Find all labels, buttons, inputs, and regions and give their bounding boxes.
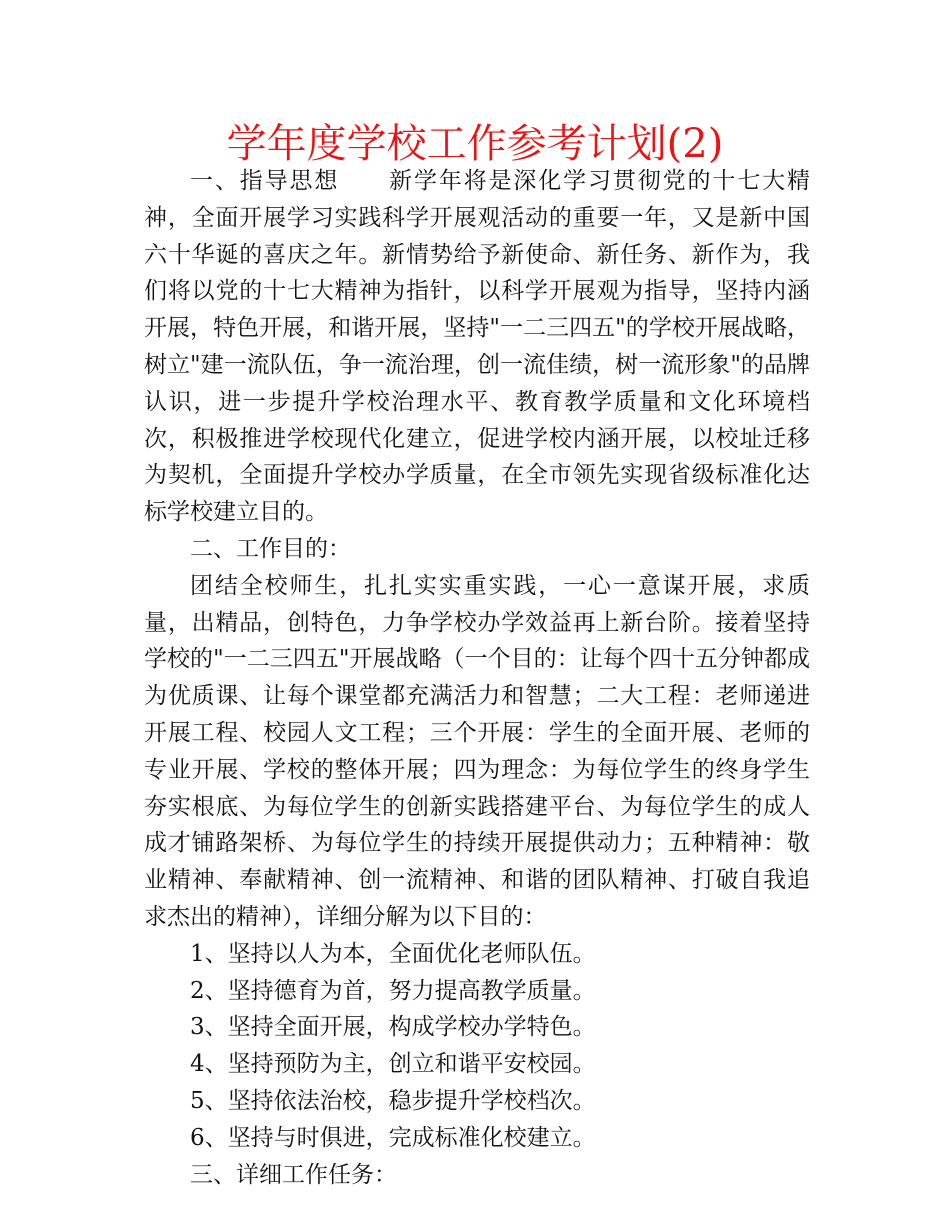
section-2-text: 团结全校师生，扎扎实实重实践，一心一意谋开展，求质量，出精品，创特色，力争学校办学效益再上新台阶。接着坚持学校的"一二三四五"开展战略（一个目的：让每个四十五分钟都成为优质课、让每个课堂都充满活力和智慧；二大工程：老师递进开展工程、校园人文工程；三个开展：学生的全面开展、老师的专业开展、学校的整体开展；四为理念：为每位学生的终身学生夯实根底、为每位学生的创新实践搭建平台、为每位学生的成人成才铺路架桥、为每位学生的持续开展提供动力；五种精神：敬业精神、奉献精神、创一流精神、和谐的团队精神、打破自我追求杰出的精神），详细分解为以下目的： [144,572,810,930]
section-1-text: 新学年将是深化学习贯彻党的十七大精神，全面开展学习实践科学开展观活动的重要一年，又是新中国六十华诞的喜庆之年。新情势给予新使命、新任务、新作为，我们将以党的十七大精神为指针，以科学开展观为指导，坚持内涵开展，特色开展，和谐开展，坚持"一二三四五"的学校开展战略，树立"建一流队伍，争一流治理，创一流佳绩，树一流形象"的品牌认识，进一步提升学校治理水平、教育教学质量和文化环境档次，积极推进学校现代化建立，促进学校内涵开展，以校址迁移为契机，全面提升学校办学质量，在全市领先实现省级标准化达标学校建立目的。 [144,168,811,526]
section-3-heading: 三、详细工作任务： [190,1161,397,1188]
section-2-heading: 二、工作目的： [190,535,351,562]
document-title: 学年度学校工作参考计划(2) [226,121,724,167]
section-1-paragraph [144,163,810,531]
goal-item-4: 4、坚持预防为主，创立和谐平安校园。 [190,1051,596,1078]
goal-item-3: 3、坚持全面开展，构成学校办学特色。 [190,1014,596,1041]
goal-item-1: 1、坚持以人为本，全面优化老师队伍。 [190,940,596,967]
goal-item-6: 6、坚持与时俱进，完成标准化校建立。 [190,1124,596,1151]
section-1-heading: 一、指导思想 [190,168,340,194]
goal-item-2: 2、坚持德育为首，努力提高教学质量。 [190,977,596,1004]
document-body [144,163,810,1193]
goal-item-5: 5、坚持依法治校，稳步提升学校档次。 [190,1087,596,1114]
